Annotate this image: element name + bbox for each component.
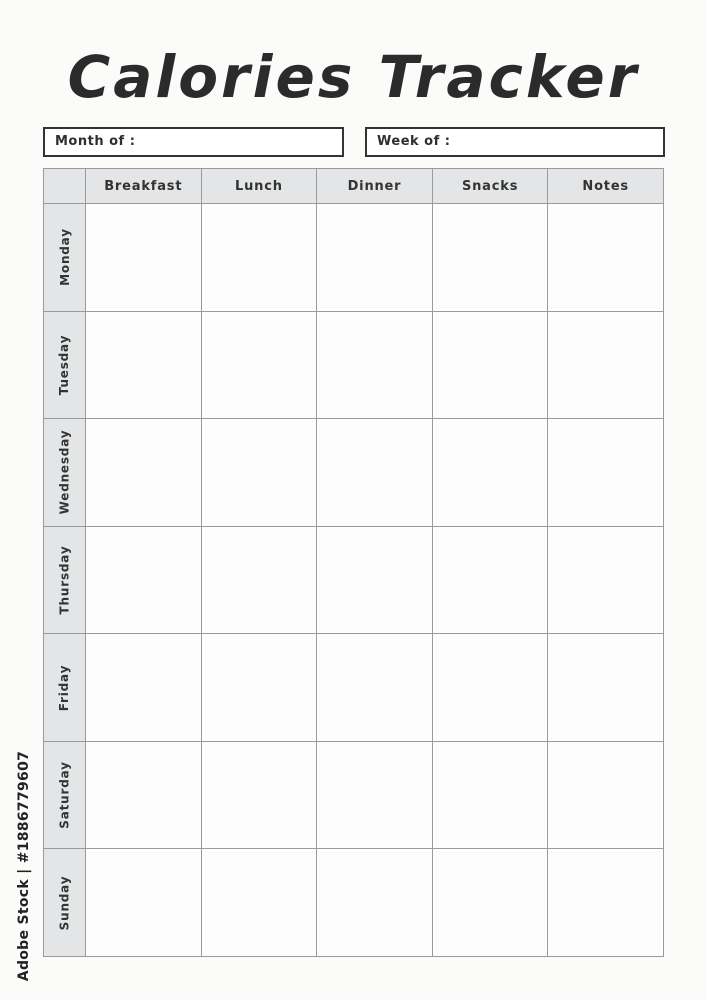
entry-cell-friday-notes[interactable]: [548, 634, 664, 742]
day-label-tuesday: [44, 312, 86, 420]
week-of-field[interactable]: [365, 127, 665, 157]
day-label-saturday: [44, 742, 86, 850]
entry-cell-wednesday-breakfast[interactable]: [86, 419, 202, 527]
entry-cell-friday-breakfast[interactable]: [86, 634, 202, 742]
day-label-text: Wednesday: [57, 430, 72, 515]
column-header-breakfast: Breakfast: [86, 169, 202, 204]
entry-cell-saturday-dinner[interactable]: [317, 742, 433, 850]
entry-cell-sunday-breakfast[interactable]: [86, 849, 202, 957]
day-label-monday: [44, 204, 86, 312]
entry-cell-sunday-lunch[interactable]: [202, 849, 318, 957]
stock-watermark-text: Adobe Stock | #1886779607: [16, 750, 32, 982]
grid-corner: [44, 169, 86, 204]
day-label-friday: [44, 634, 86, 742]
stock-watermark: [12, 752, 36, 980]
month-of-label: Month of :: [55, 134, 136, 149]
day-label-text: Tuesday: [57, 334, 72, 396]
entry-cell-thursday-snacks[interactable]: [433, 527, 549, 635]
entry-cell-saturday-notes[interactable]: [548, 742, 664, 850]
column-header-notes: Notes: [548, 169, 664, 204]
entry-cell-wednesday-notes[interactable]: [548, 419, 664, 527]
meal-grid: [43, 168, 664, 957]
day-label-text: Friday: [57, 664, 72, 711]
entry-cell-thursday-lunch[interactable]: [202, 527, 318, 635]
column-header-lunch: Lunch: [202, 169, 318, 204]
day-label-text: Sunday: [57, 875, 72, 931]
entry-cell-thursday-dinner[interactable]: [317, 527, 433, 635]
entry-cell-monday-dinner[interactable]: [317, 204, 433, 312]
day-label-wednesday: [44, 419, 86, 527]
entry-cell-monday-notes[interactable]: [548, 204, 664, 312]
entry-cell-thursday-breakfast[interactable]: [86, 527, 202, 635]
week-of-label: Week of :: [377, 134, 451, 149]
entry-cell-tuesday-breakfast[interactable]: [86, 312, 202, 420]
entry-cell-tuesday-notes[interactable]: [548, 312, 664, 420]
entry-cell-saturday-lunch[interactable]: [202, 742, 318, 850]
month-of-field[interactable]: [43, 127, 344, 157]
day-label-text: Thursday: [57, 545, 72, 615]
entry-cell-tuesday-dinner[interactable]: [317, 312, 433, 420]
day-label-text: Monday: [57, 228, 72, 287]
entry-cell-saturday-breakfast[interactable]: [86, 742, 202, 850]
entry-cell-friday-lunch[interactable]: [202, 634, 318, 742]
entry-cell-monday-snacks[interactable]: [433, 204, 549, 312]
entry-cell-wednesday-dinner[interactable]: [317, 419, 433, 527]
entry-cell-wednesday-snacks[interactable]: [433, 419, 549, 527]
entry-cell-friday-snacks[interactable]: [433, 634, 549, 742]
day-label-thursday: [44, 527, 86, 635]
column-header-dinner: Dinner: [317, 169, 433, 204]
entry-cell-friday-dinner[interactable]: [317, 634, 433, 742]
day-label-text: Saturday: [57, 761, 72, 829]
day-label-sunday: [44, 849, 86, 957]
entry-cell-monday-lunch[interactable]: [202, 204, 318, 312]
page-title: Calories Tracker: [67, 43, 640, 111]
entry-cell-sunday-dinner[interactable]: [317, 849, 433, 957]
entry-cell-thursday-notes[interactable]: [548, 527, 664, 635]
entry-cell-sunday-notes[interactable]: [548, 849, 664, 957]
entry-cell-monday-breakfast[interactable]: [86, 204, 202, 312]
entry-cell-sunday-snacks[interactable]: [433, 849, 549, 957]
entry-cell-saturday-snacks[interactable]: [433, 742, 549, 850]
entry-cell-tuesday-lunch[interactable]: [202, 312, 318, 420]
entry-cell-tuesday-snacks[interactable]: [433, 312, 549, 420]
column-header-snacks: Snacks: [433, 169, 549, 204]
entry-cell-wednesday-lunch[interactable]: [202, 419, 318, 527]
